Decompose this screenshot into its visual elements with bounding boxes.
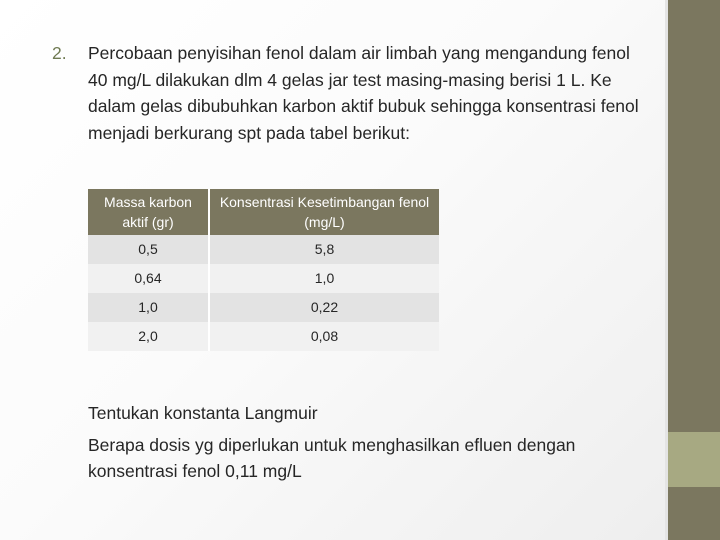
cell-carbon-mass: 1,0	[88, 293, 209, 322]
data-table	[88, 189, 439, 351]
table-header-row	[88, 189, 439, 235]
cell-carbon-mass: 0,5	[88, 235, 209, 264]
table-row	[88, 322, 439, 351]
cell-concentration: 0,22	[209, 293, 439, 322]
problem-statement	[52, 40, 642, 146]
cell-concentration: 5,8	[209, 235, 439, 264]
question-dosage: Berapa dosis yg diperlukan untuk menghasilkan efluen dengan konsentrasi fenol 0,11 mg/L	[88, 435, 576, 481]
cell-carbon-mass: 2,0	[88, 322, 209, 351]
problem-number: 2.	[52, 43, 67, 63]
table-row	[88, 293, 439, 322]
table-row	[88, 235, 439, 264]
question-langmuir: Tentukan konstanta Langmuir	[88, 403, 318, 423]
header-carbon-mass: Massa karbon aktif (gr)	[88, 189, 209, 235]
cell-concentration: 1,0	[209, 264, 439, 293]
table-row	[88, 264, 439, 293]
sidebar-accent-block	[668, 432, 720, 487]
header-equilibrium-concentration: Konsentrasi Kesetimbangan fenol (mg/L)	[209, 189, 439, 235]
problem-text: Percobaan penyisihan fenol dalam air limbah yang mengandung fenol 40 mg/L dilakukan dlm 4 gelas jar test masing-masing berisi 1 L. Ke dalam gelas dibubuhkan karbon aktif bubuk sehingga konsentrasi fenol menjadi berkurang spt pada tabel berikut:	[88, 43, 639, 143]
cell-carbon-mass: 0,64	[88, 264, 209, 293]
cell-concentration: 0,08	[209, 322, 439, 351]
